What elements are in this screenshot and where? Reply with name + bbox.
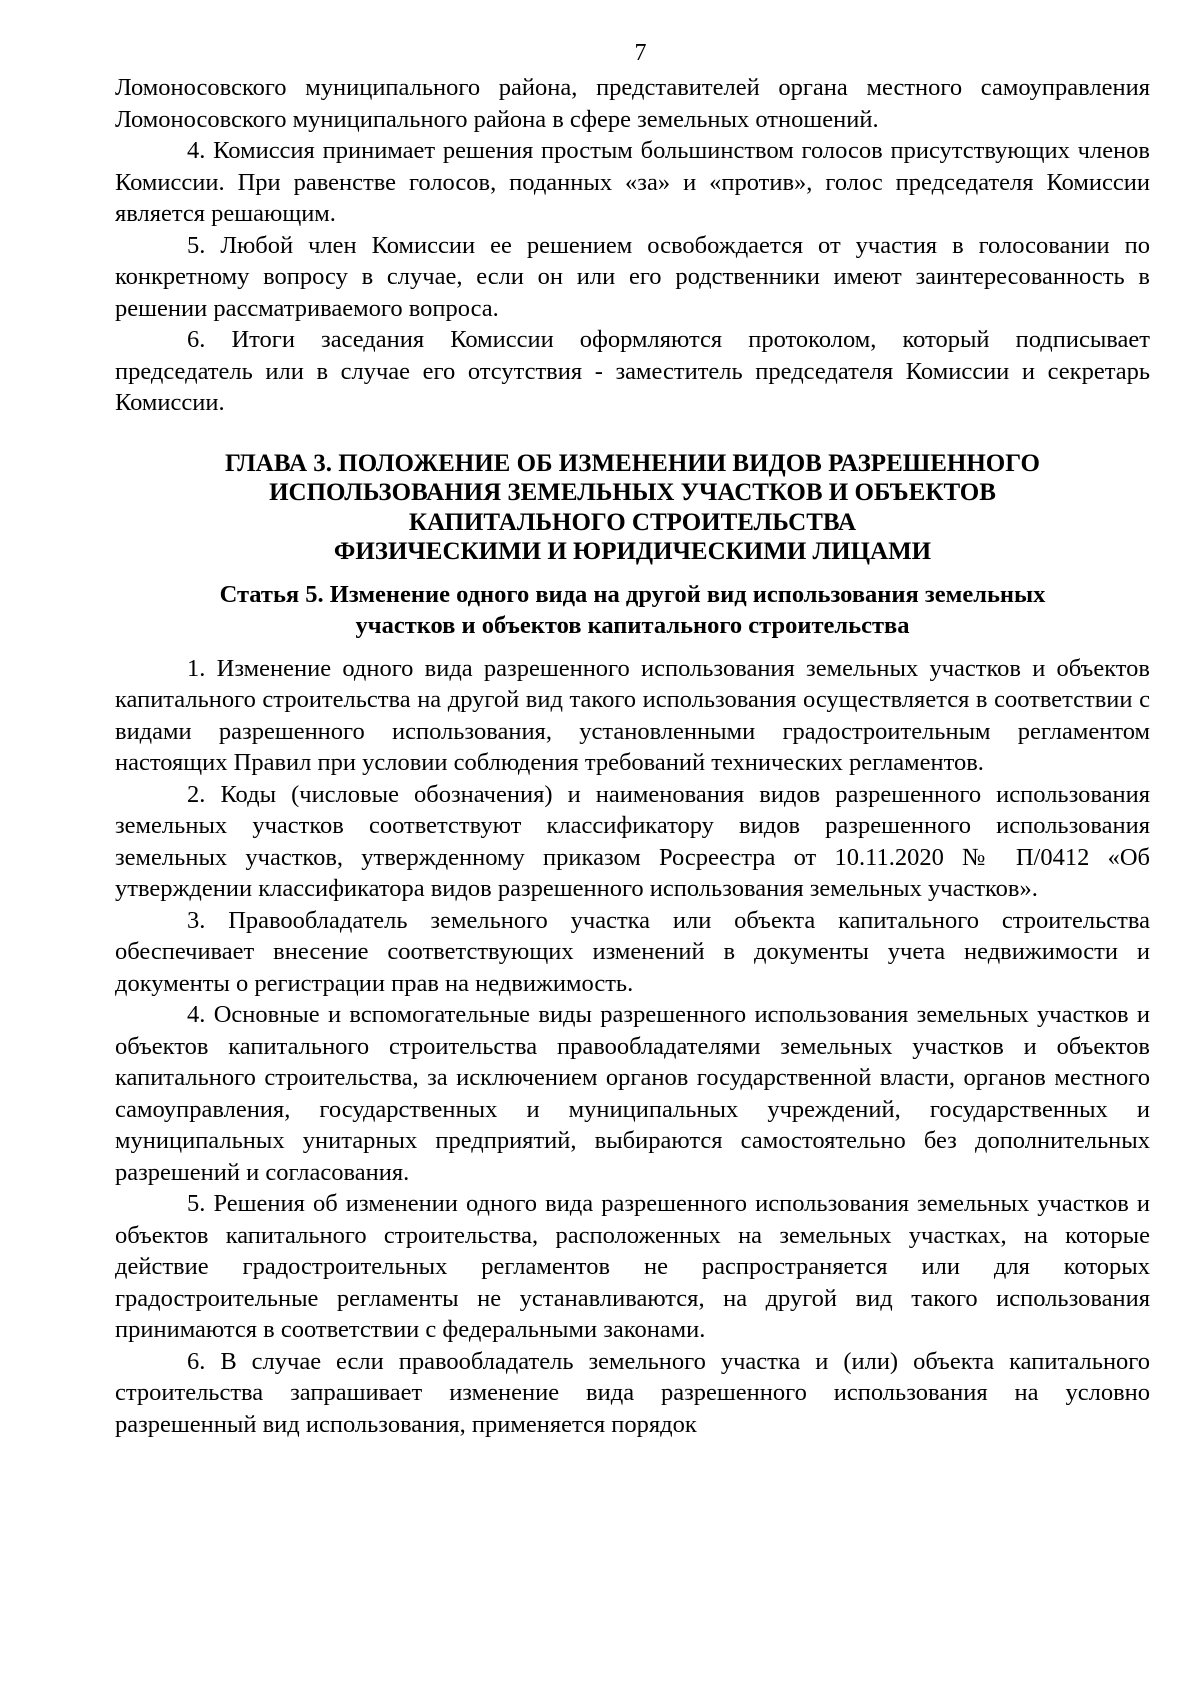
chapter-heading-line-1: ГЛАВА 3. ПОЛОЖЕНИЕ ОБ ИЗМЕНЕНИИ ВИДОВ РАЗРЕШЕННОГО xyxy=(225,449,1040,477)
intro-paragraph-5: 5. Любой член Комиссии ее решением освобождается от участия в голосовании по конкретному вопросу в случае, если он или его родственники имеют заинтересованность в решении рассматриваемого вопроса. xyxy=(115,231,1150,322)
intro-paragraph-4: 4. Комиссия принимает решения простым большинством голосов присутствующих членов Комиссии. При равенстве голосов, поданных «за» и «против», голос председателя Комиссии является решающим. xyxy=(115,137,1150,227)
chapter-heading xyxy=(115,449,1150,567)
article-heading xyxy=(115,579,1150,641)
article-paragraph-4: 4. Основные и вспомогательные виды разрешенного использования земельных участков и объектов капитального строительства правообладателями земельных участков и объектов капитального строительства, за исключением органов государственной власти, органов местного самоуправления, государственных и муниципальных учреждений, государственных и муниципальных унитарных предприятий, выбираются самостоятельно без дополнительных разрешений и согласования. xyxy=(115,1001,1150,1186)
chapter-heading-line-4: ФИЗИЧЕСКИМИ И ЮРИДИЧЕСКИМИ ЛИЦАМИ xyxy=(333,538,932,565)
chapter-heading-line-2: ИСПОЛЬЗОВАНИЯ ЗЕМЕЛЬНЫХ УЧАСТКОВ И ОБЪЕКТОВ xyxy=(269,479,996,506)
chapter-heading-line-3: КАПИТАЛЬНОГО СТРОИТЕЛЬСТВА xyxy=(408,508,857,536)
intro-paragraph-continuation: Ломоносовского муниципального района, представителей органа местного самоуправления Ломоносовского муниципального района в сфере земельных отношений. xyxy=(115,74,1150,133)
article-paragraph-2: 2. Коды (числовые обозначения) и наименования видов разрешенного использования земельных участков соответствуют классификатору видов разрешенного использования земельных участков, утвержденному приказом Росреестра от 10.11.2020 № П/0412 «Об утверждении классификатора видов разрешенного использования земельных участков». xyxy=(115,780,1150,902)
article-heading-line-2: участков и объектов капитального строительства xyxy=(355,611,910,639)
article-paragraph-3: 3. Правообладатель земельного участка или объекта капитального строительства обеспечивает внесение соответствующих изменений в документы учета недвижимости и документы о регистрации прав на недвижимость. xyxy=(115,906,1150,997)
page-number: 7 xyxy=(634,40,647,66)
article-paragraph-1: 1. Изменение одного вида разрешенного использования земельных участков и объектов капитального строительства на другой вид такого использования осуществляется в соответствии с видами разрешенного использования, установленными градостроительным регламентом настоящих Правил при условии соблюдения требований технических регламентов. xyxy=(115,654,1150,776)
article-paragraph-5: 5. Решения об изменении одного вида разрешенного использования земельных участков и объектов капитального строительства, расположенных на земельных участках, на которые действие градостроительных регламентов не распространяется или для которых градостроительные регламенты не устанавливаются, на другой вид такого использования принимаются в соответствии с федеральными законами. xyxy=(115,1190,1150,1343)
article-paragraph-6: 6. В случае если правообладатель земельного участка и (или) объекта капитального строительства запрашивает изменение вида разрешенного использования на условно разрешенный вид использования, применяется порядок xyxy=(115,1347,1150,1438)
article-heading-line-1: Статья 5. Изменение одного вида на другой вид использования земельных xyxy=(219,580,1046,608)
intro-paragraph-6: 6. Итоги заседания Комиссии оформляются протоколом, который подписывает председатель или в случае его отсутствия - заместитель председателя Комиссии и секретарь Комиссии. xyxy=(115,326,1150,416)
